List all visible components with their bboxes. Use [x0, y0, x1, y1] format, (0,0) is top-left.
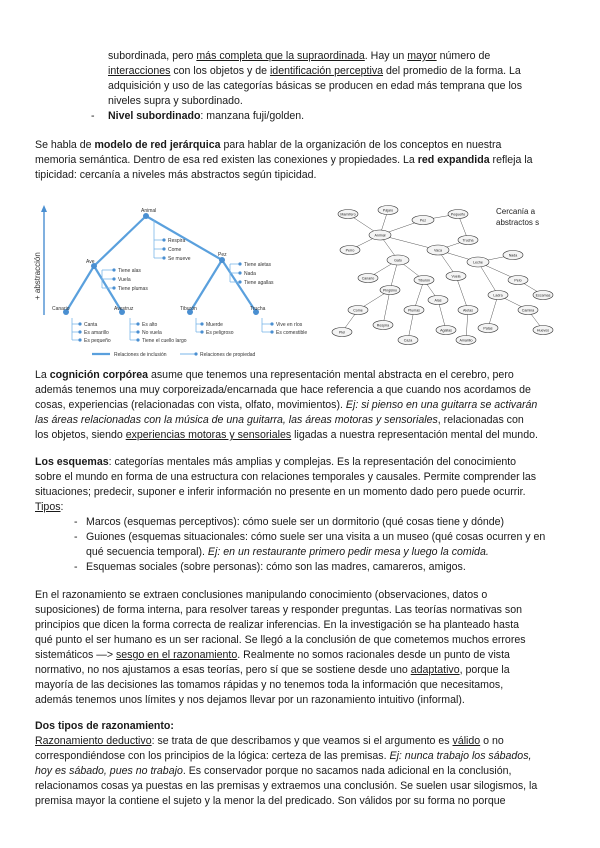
net-node: Vuela	[451, 274, 461, 279]
net-node: Respira	[376, 323, 390, 328]
legend-property: Relaciones de propiedad	[200, 352, 256, 358]
prop-label: Es alto	[142, 322, 158, 328]
corporea-line-2: además tenemos una muy corporeizada/encarnada que hace referencia a que cuando nos acordamos de	[35, 384, 531, 396]
net-node: Pelo	[514, 278, 522, 283]
razonamiento-line-3: principios que dicen la forma correcta de realizar inferencias. En la investigación se ha planteado hasta	[35, 619, 520, 631]
net-node: Pequeño	[450, 212, 466, 217]
prop-label: Come	[168, 247, 182, 253]
net-node: Canario	[361, 276, 375, 281]
razonamiento-line-4: qué punto el ser humano es un ser racional. Se llegó a la conclusión de que cometemos muchos errores	[35, 634, 526, 646]
red-line-3: tipicidad: cercanía a niveles más abstractos según tipicidad.	[35, 169, 317, 181]
hierarchical-network-figure	[30, 200, 308, 360]
deductivo-line-5: premisa mayor la contiene el sujeto y la menor la del predicado. Son válidos por su forma no porque	[35, 795, 506, 807]
tipo-sociales: Esquemas sociales (sobre personas): cómo son las madres, camareros, amigos.	[86, 561, 466, 573]
net-node: Pez	[419, 218, 427, 223]
deductivo-line-1: Razonamiento deductivo: se trata de que describamos y que veamos si el argumento es válido o no	[35, 735, 504, 747]
list-dash: -	[74, 516, 78, 528]
node-ave: Ave	[86, 259, 95, 265]
prop-label: Respira	[168, 238, 186, 244]
node-tiburon: Tiburón	[180, 306, 197, 312]
node-trucha: Trucha	[250, 306, 266, 312]
razonamiento-line-5: sistemáticos —> sesgo en el razonamiento. Realmente no somos racionales desde un punto de vista	[35, 649, 510, 661]
red-line-1: Se habla de modelo de red jerárquica para hablar de la organización de los conceptos en nuestra	[35, 139, 502, 151]
net-node: Alas	[434, 298, 442, 303]
prop-label: Tiene aletas	[244, 262, 272, 268]
top-line-3: adquisición y uso de las categorías básicas se producen en edad más temprana que los	[108, 80, 522, 92]
prop-label: Es pequeño	[84, 338, 111, 344]
prop-label: No vuela	[142, 330, 162, 336]
prop-label: Canta	[84, 322, 98, 328]
prop-label: Es peligroso	[206, 330, 234, 336]
prop-label: Tiene plumas	[118, 286, 148, 292]
deductivo-line-3: hoy es sábado, pues no trabajo. Es conservador porque no sacamos nada adicional en la conclusión,	[35, 765, 512, 777]
razonamiento-line-6: normativo, no nos ajustamos a esas teorías, pero sí que se sostiene desde uno adaptativo, porque la	[35, 664, 510, 676]
corporea-line-5: los objetos, siendo experiencias motoras y sensoriales ligadas a nuestra representación mental del mundo.	[35, 429, 538, 441]
net-node: Pájaro	[382, 208, 394, 213]
node-animal: Animal	[141, 208, 157, 214]
subordinate-level-item: Nivel subordinado: manzana fuji/golden.	[108, 110, 305, 122]
net-node: Perro	[345, 248, 355, 253]
net-node: Caza	[403, 338, 413, 343]
net-node: Piel	[339, 330, 345, 335]
net-node: Tiburón	[417, 278, 431, 283]
corporea-line-4: las áreas relacionadas con la música de una guitarra, las áreas motoras y sensoriales, relacionadas con	[35, 414, 524, 426]
net-node: Vaca	[434, 248, 442, 253]
net-node: Gato	[394, 258, 402, 263]
esquemas-line-2: sobre el mundo en forma de una estructura con relaciones temporales y causales. Permite comprender las	[35, 471, 537, 483]
razonamiento-line-2: suposiciones) de forma interna, para resolver tareas y responder preguntas. Las teorías normativas son	[35, 604, 522, 616]
dos-tipos-heading: Dos tipos de razonamiento:	[35, 720, 174, 732]
prop-label: Se mueve	[168, 256, 191, 262]
prop-label: Es amarillo	[84, 330, 109, 336]
expanded-network-figure	[328, 200, 566, 350]
esquemas-line-1: Los esquemas: categorías mentales más amplias y complejas. Es la representación del conocimiento	[35, 456, 517, 468]
net-node: Come	[353, 308, 363, 313]
net-node: Leche	[473, 260, 483, 265]
net-node: Nada	[508, 253, 518, 258]
figure-right-subtitle: abstractos s	[496, 218, 540, 227]
top-line-2: interacciones con los objetos y de identificación perceptiva del promedio de la forma. La	[108, 65, 521, 77]
net-node: Huevos	[536, 328, 550, 333]
prop-label: Es comestible	[276, 330, 308, 336]
legend-inclusion: Relaciones de inclusión	[114, 352, 167, 358]
razonamiento-line-8: además tenemos unos límites y nos dejamos llevar por un razonamiento intuitivo (informal).	[35, 694, 465, 706]
esquemas-line-3: situaciones; predecir, suponer e inferir información no presente en un momento dado pero puede ocurrir.	[35, 486, 526, 498]
list-dash: -	[74, 531, 78, 543]
prop-label: Tiene agallas	[244, 280, 274, 286]
red-line-2: memoria semántica. Dentro de esa red existen las conexiones y propiedades. La red expandida refleja la	[35, 154, 533, 166]
prop-label: Tiene alas	[118, 268, 141, 274]
net-node: Amarillo	[459, 338, 473, 343]
net-node-animal: Animal	[374, 233, 386, 238]
prop-label: Vive en ríos	[276, 322, 303, 328]
tipo-guiones-line-2: qué secuencia temporal). Ej: en un restaurante primero pedir mesa y luego la comida.	[86, 546, 489, 558]
net-node: Plumas	[408, 308, 420, 313]
figure-right-title: Cercanía a	[496, 207, 536, 216]
razonamiento-line-1: En el razonamiento se extraen conclusiones manipulando conocimiento (observaciones, datos o	[35, 589, 488, 601]
net-node: Agallas	[440, 328, 452, 333]
top-line-1: subordinada, pero más completa que la supraordinada. Hay un mayor número de	[108, 50, 491, 62]
prop-label: Tiene el cuello largo	[142, 338, 187, 344]
corporea-line-1: La cognición corpórea asume que tenemos una representación mental abstracta en el cerebro, pero	[35, 369, 514, 381]
net-node: Pingüino	[383, 288, 397, 293]
net-node: Patas	[483, 326, 493, 331]
tipo-marcos: Marcos (esquemas perceptivos): cómo suele ser un dormitorio (qué cosas tiene y dónde)	[86, 516, 505, 528]
node-pez: Pez	[218, 252, 227, 258]
tipos-heading: Tipos:	[35, 501, 64, 513]
node-avestruz: Avestruz	[114, 306, 134, 312]
tipo-guiones-line-1: Guiones (esquemas situacionales: cómo suele ser una visita a un museo (qué cosas ocurren y en	[86, 531, 546, 543]
list-dash: -	[74, 561, 78, 573]
net-node: Aletas	[463, 308, 473, 313]
net-node: Mamífero	[340, 212, 356, 217]
net-node: Camina	[521, 308, 535, 313]
prop-label: Nada	[244, 271, 256, 277]
net-node: Trucha	[462, 238, 474, 243]
net-node: Ladra	[493, 293, 503, 298]
net-node: Escamas	[535, 293, 551, 298]
prop-label: Vuela	[118, 277, 131, 283]
list-dash: -	[91, 110, 95, 122]
abstraction-axis-label: + abstracción	[33, 252, 42, 300]
top-line-4: niveles supra y subordinado.	[108, 95, 243, 107]
razonamiento-line-7: mayoría de las decisiones las tomamos rápidas y no tenemos toda la información que necesitamos,	[35, 679, 504, 691]
corporea-line-3: cosas, experiencias (relacionadas con vista, olfato, movimientos). Ej: si pienso en una guitarra se activarán	[35, 399, 538, 411]
prop-label: Muerde	[206, 322, 223, 328]
node-canario: Canario	[52, 306, 70, 312]
deductivo-line-2: correspondiéndose con los principios de la lógica: certeza de las premisas. Ej: nunca trabajo los sábados,	[35, 750, 532, 762]
deductivo-line-4: relacionamos cosas ya puestas en las premisas y extraemos una conclusión. Se suelen usar silogismos, la	[35, 780, 538, 792]
